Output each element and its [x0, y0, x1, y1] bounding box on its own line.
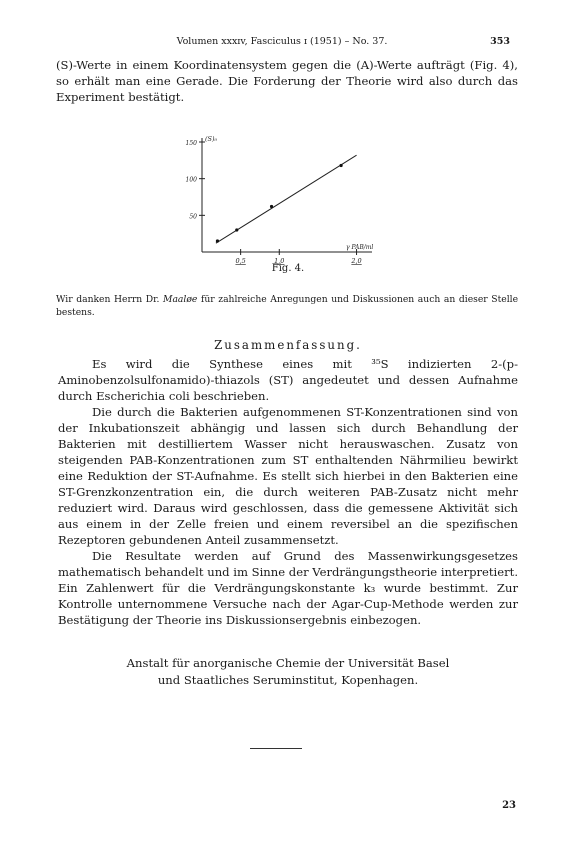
summary-paragraph-2: Die durch die Bakterien aufgenommenen ST-Konzentrationen sind von der Inkubationszeit abhängig und lassen sich durch Behandlung der Bakterien mit destilliertem Wasser nicht herauswaschen. Zusatz von steigenden PAB-Konzentrationen zum ST enthaltenden Nährmilieu bewirkt eine Reduktion der ST-Aufnahme. Es stellt sich hierbei in den Bakterien eine ST-Grenzkonzentration ein, die durch weiteren PAB-Zusatz nicht mehr reduziert wird. Daraus wird geschlossen, dass die gemessene Aktivität sich aus einem in der Zelle freien und einem reversibel an die spezifischen Rezeptoren gebundenen Anteil zusammensetzt.	[58, 405, 518, 547]
running-title: Volumen xxxɪv, Fasciculus ɪ (1951) – No. 37.	[176, 36, 388, 47]
summary-paragraph-1: Es wird die Synthese eines mit ³⁵S indizierten 2-(p-Aminobenzolsulfonamido)-thiazols (ST) angedeutet und dessen Aufnahme durch Escherichia coli beschrieben.	[58, 357, 518, 403]
figure-caption: Fig. 4.	[271, 263, 305, 274]
y-axis-label: (S)₀	[205, 135, 218, 143]
ack-name: Maaløe	[163, 294, 198, 305]
y-tick-label: 100	[185, 176, 197, 184]
x-tick-label: 1,0	[274, 257, 285, 265]
x-tick-label: 0,5	[235, 257, 246, 265]
x-axis-label: γ PAB/ml	[346, 244, 374, 251]
y-tick-label: 50	[189, 213, 197, 221]
x-tick-label: 2,0	[351, 257, 362, 265]
summary-paragraph-3: Die Resultate werden auf Grund des Massenwirkungsgesetzes mathematisch behandelt und im Sinne der Verdrängungstheorie interpretiert. Ein Zahlenwert für die Verdrängungskonstante k₃ wurde bestimmt. Zur Kontrolle unternommene Versuche nach der Agar-Cup-Methode werden zur Bestätigung der Theorie ins Diskussionsergebnis einbezogen.	[58, 549, 519, 627]
summary-body	[58, 356, 518, 628]
y-tick-label: 150	[185, 140, 197, 147]
summary-heading: Zusammenfassung.	[214, 338, 362, 352]
affiliation	[58, 655, 518, 689]
data-point	[235, 228, 238, 231]
data-point	[339, 164, 342, 167]
data-point	[216, 239, 219, 242]
page-number: 353	[490, 36, 510, 47]
acknowledgement	[56, 293, 518, 319]
intro-paragraph: (S)-Werte in einem Koordinatensystem gegen die (A)-Werte aufträgt (Fig. 4), so erhält man eine Gerade. Die Forderung der Theorie wird also durch das Experiment bestätigt.	[56, 58, 518, 104]
affiliation-line-1: Anstalt für anorganische Chemie der Universität Basel	[126, 656, 450, 670]
footer-number: 23	[502, 800, 516, 811]
ack-text-pre: Wir danken Herrn Dr.	[56, 294, 164, 305]
data-point	[270, 205, 273, 208]
affiliation-line-2: und Staatliches Seruminstitut, Kopenhagen.	[157, 673, 419, 687]
figure-4-chart	[180, 128, 380, 268]
ack-text-post: für zahlreiche Anregungen und Diskussionen auch an dieser Stelle bestens.	[56, 294, 519, 318]
end-rule	[250, 748, 302, 749]
